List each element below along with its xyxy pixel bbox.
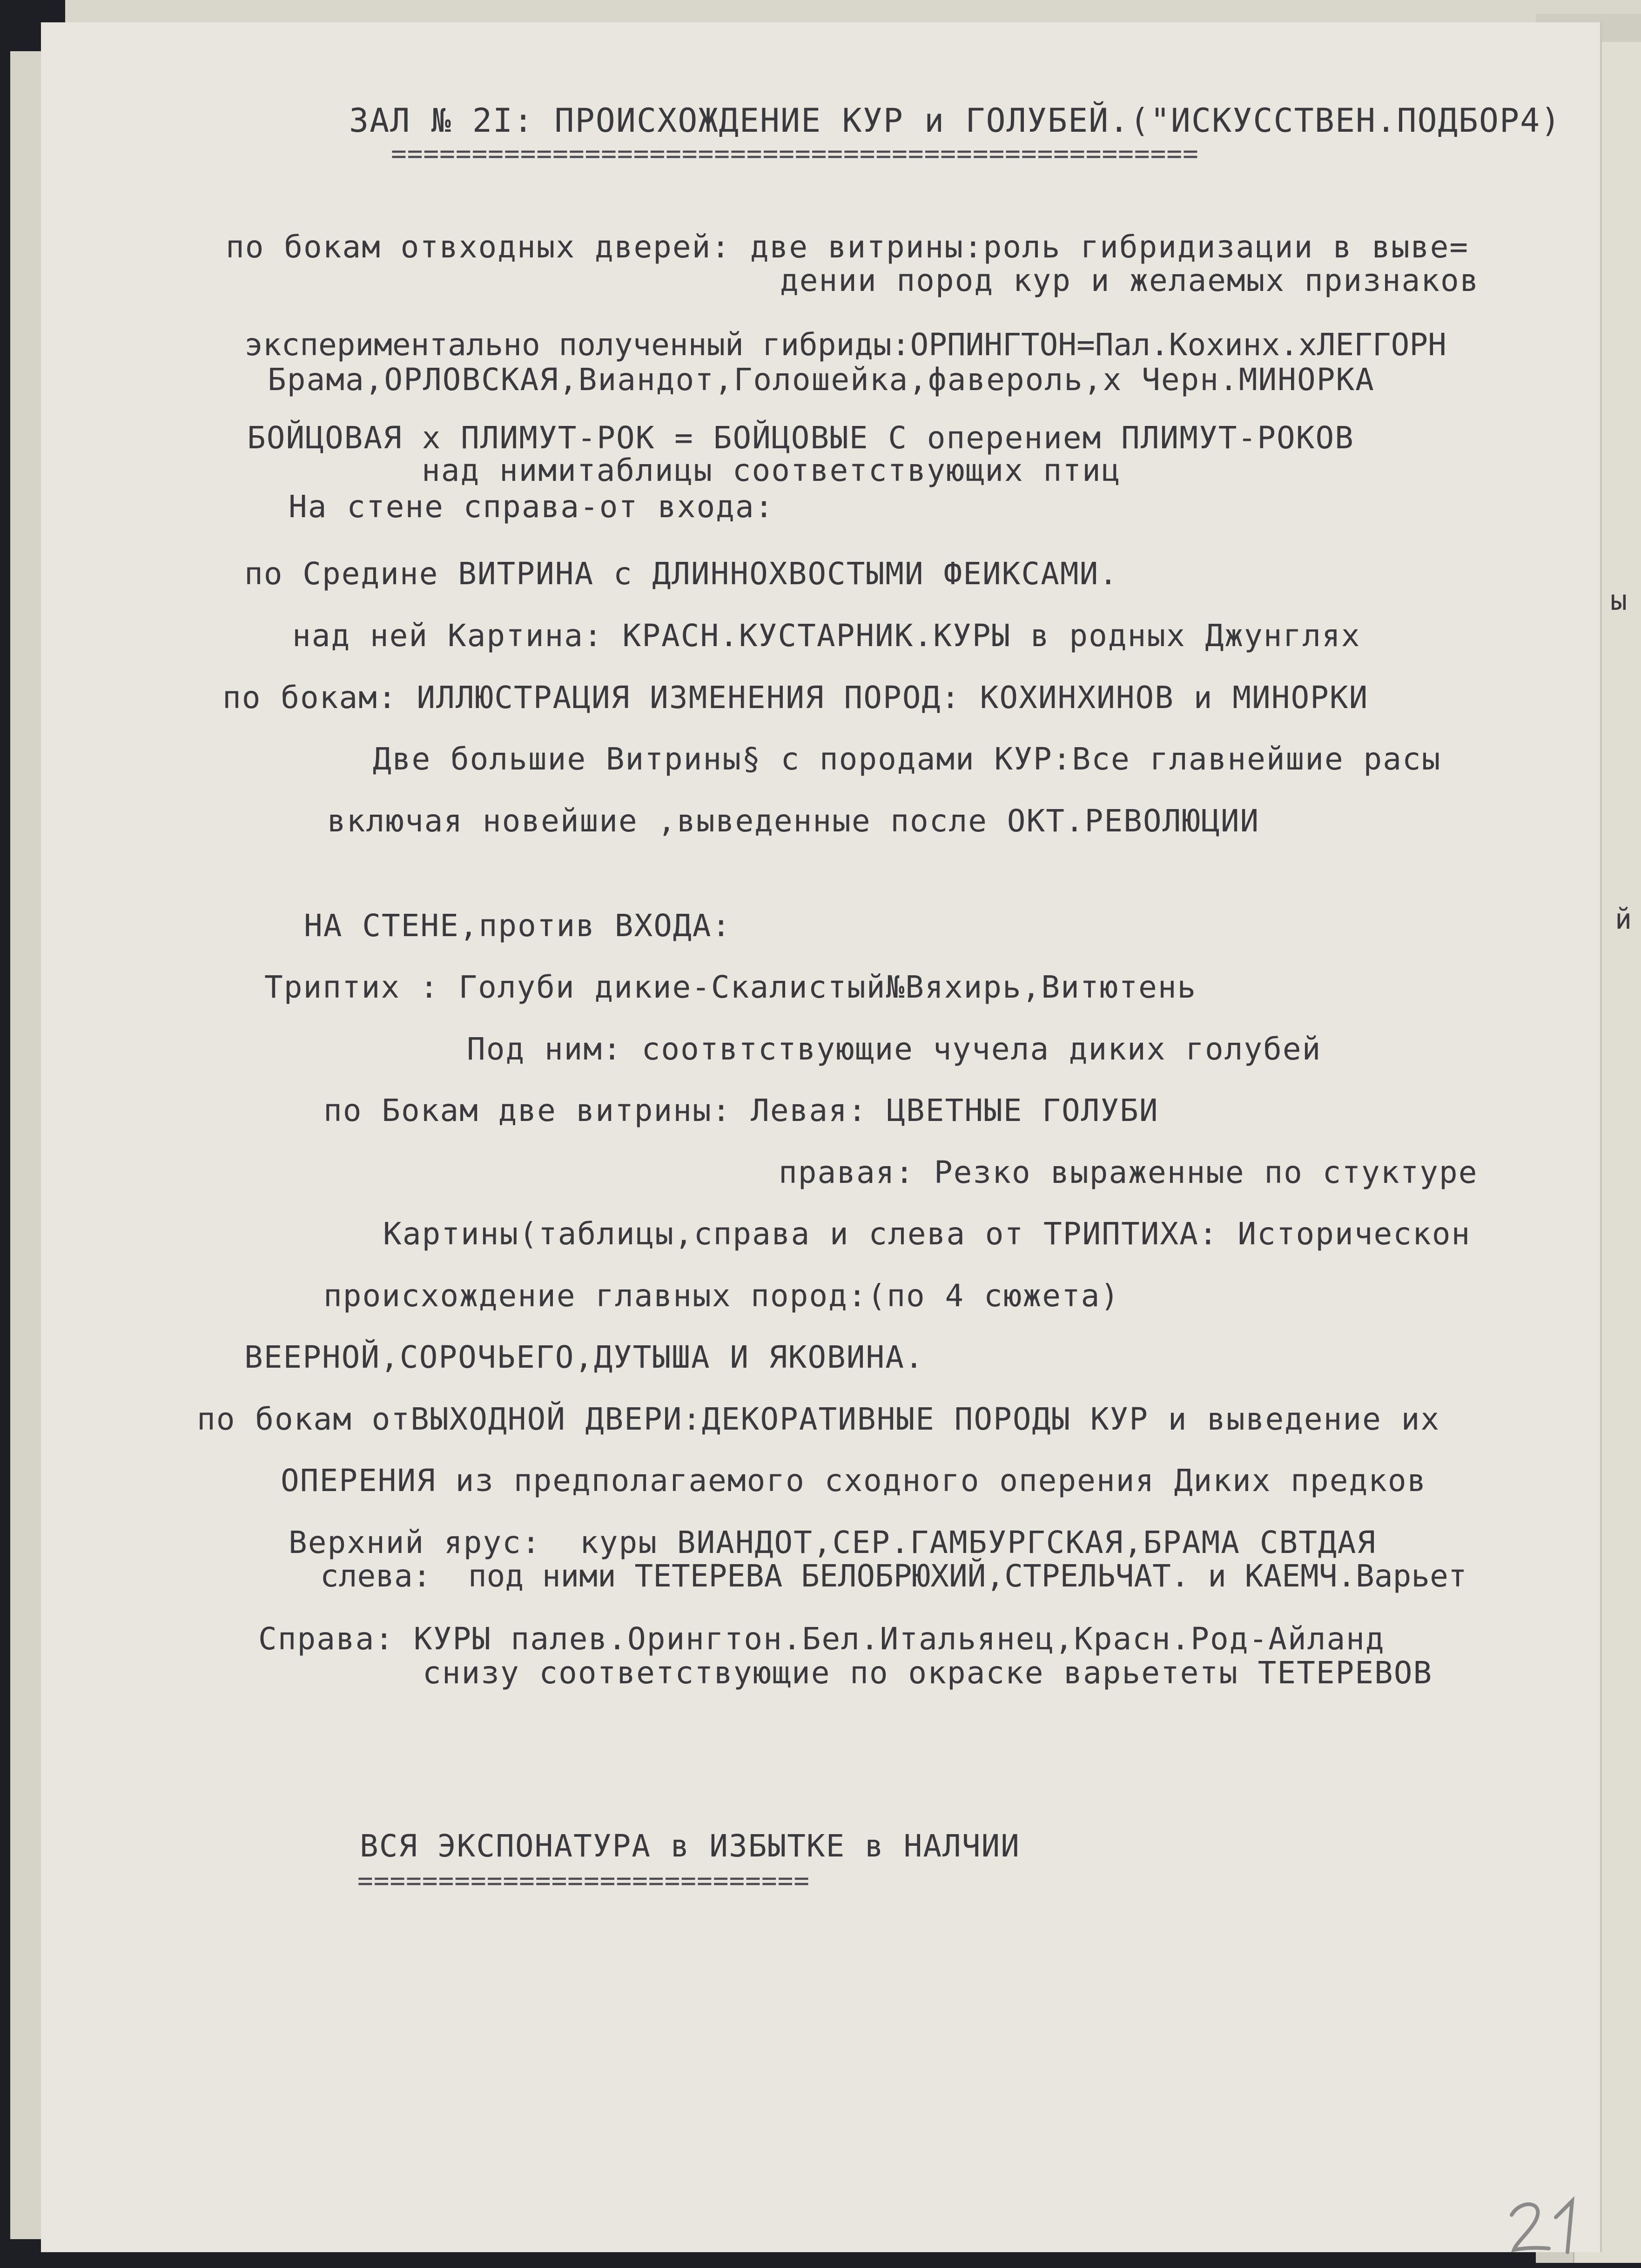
handwritten-page-number	[1502, 2182, 1595, 2266]
edge-text-й: й	[1615, 903, 1632, 936]
text-line-14: Триптих : Голуби дикие-Скалистый№Вяхирь,Витютень	[264, 969, 1197, 1005]
heading-underline: ==================================================	[391, 139, 1199, 169]
typed-page	[41, 22, 1600, 2252]
text-line-20: ВЕЕРНОЙ,СОРОЧЬЕГО,ДУТЫША И ЯКОВИНА.	[244, 1339, 924, 1375]
text-line-21: по бокам отВЫХОДНОЙ ДВЕРИ:ДЕКОРАТИВНЫЕ ПОРОДЫ КУР и выведение их	[197, 1401, 1440, 1437]
text-line-26: снизу соответствующие по окраске варьететы ТЕТЕРЕВОВ	[423, 1655, 1433, 1691]
text-line-4: Брама,ОРЛОВСКАЯ,Виандот,Голошейка,фавероль,х Черн.МИНОРКА	[268, 362, 1375, 398]
text-line-9: над ней Картина: КРАСН.КУСТАРНИК.КУРЫ в родных Джунглях	[292, 618, 1361, 654]
text-line-2: дении пород кур и желаемых признаков	[780, 263, 1480, 298]
text-line-15: Под ним: соотвтствующие чучела диких голубей	[467, 1031, 1322, 1067]
page-heading: ЗАЛ № 2I: ПРОИСХОЖДЕНИЕ КУР и ГОЛУБЕЙ.("ИСКУССТВЕН.ПОДБОР4)	[349, 101, 1561, 140]
closing-line: ВСЯ ЭКСПОНАТУРА в ИЗБЫТКЕ в НАЛЧИИ	[360, 1828, 1021, 1864]
text-line-10: по бокам: ИЛЛЮСТРАЦИЯ ИЗМЕНЕНИЯ ПОРОД: КОХИНХИНОВ и МИНОРКИ	[222, 680, 1369, 716]
text-line-19: происхождение главных пород:(по 4 сюжета)	[323, 1278, 1120, 1314]
text-line-7: На стене справа-от входа:	[289, 489, 774, 525]
text-line-6: над нимитаблицы соответствующих птиц	[422, 452, 1121, 488]
text-line-3: экспериментально полученный гибриды:ОРПИНГТОН=Пал.Кохинх.хЛЕГГОРН	[244, 327, 1446, 363]
edge-text-ы: ы	[1610, 584, 1628, 617]
closing-underline: ============================	[357, 1866, 810, 1896]
text-line-23: Верхний ярус: куры ВИАНДОТ,СЕР.ГАМБУРГСКАЯ,БРАМА СВТДАЯ	[289, 1525, 1377, 1560]
text-line-22: ОПЕРЕНИЯ из предполагаемого сходного оперения Диких предков	[281, 1463, 1427, 1498]
text-line-5: БОЙЦОВАЯ х ПЛИМУТ-РОК = БОЙЦОВЫЕ С оперением ПЛИМУТ-РОКОВ	[247, 420, 1354, 456]
text-line-24: слева: под ними ТЕТЕРЕВА БЕЛОБРЮХИЙ,СТРЕЛЬЧАТ. и КАЕМЧ.Варьет	[320, 1558, 1467, 1594]
text-line-25: Справа: КУРЫ палев.Орингтон.Бел.Итальянец,Красн.Род-Айланд	[258, 1621, 1385, 1657]
text-line-11: Две большие Витрины§ с породами КУР:Все главнейшие расы	[373, 741, 1441, 777]
text-line-18: Картины(таблицы,справа и слева от ТРИПТИХА: Историческон	[383, 1216, 1471, 1252]
text-line-17: правая: Резко выраженные по стуктуре	[779, 1154, 1478, 1190]
text-line-16: по Бокам две витрины: Левая: ЦВЕТНЫЕ ГОЛУБИ	[323, 1093, 1159, 1128]
text-line-13: НА СТЕНЕ,против ВХОДА:	[304, 908, 732, 944]
text-line-8: по Средине ВИТРИНА с ДЛИННОХВОСТЫМИ ФЕИКСАМИ.	[244, 556, 1119, 592]
text-line-12: включая новейшие ,выведенные после ОКТ.РЕВОЛЮЦИИ	[327, 803, 1260, 839]
text-line-1: по бокам отвходных дверей: две витрины:роль гибридизации в выве=	[226, 229, 1469, 265]
